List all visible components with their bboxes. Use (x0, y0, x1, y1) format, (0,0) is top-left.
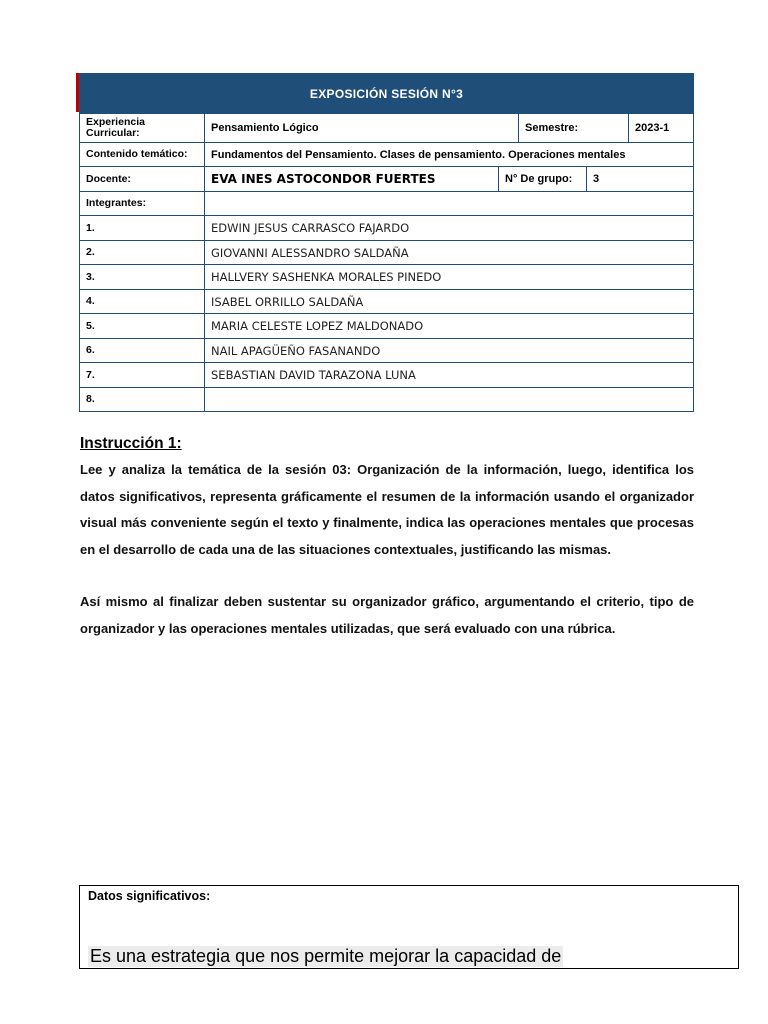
member-row (80, 362, 693, 387)
datos-text: Es una estrategia que nos permite mejorar la capacidad de (90, 946, 562, 966)
member-name (204, 388, 693, 411)
instruction-section (80, 435, 694, 642)
semestre-value: 2023-1 (628, 114, 693, 142)
member-name: SEBASTIAN DAVID TARAZONA LUNA (204, 363, 693, 387)
semestre-label: Semestre: (518, 114, 628, 142)
docente-label: Docente: (86, 172, 131, 185)
member-row (80, 313, 693, 338)
contenido-label: Contenido temático: (86, 148, 188, 160)
experiencia-label: Experiencia Curricular: (86, 116, 145, 139)
member-name: HALLVERY SASHENKA MORALES PINEDO (204, 265, 693, 289)
member-name: GIOVANNI ALESSANDRO SALDAÑA (204, 241, 693, 264)
member-number: 1. (86, 221, 95, 234)
instruction-title: Instrucción 1: (80, 435, 182, 452)
experiencia-value: Pensamiento Lógico (204, 114, 518, 142)
member-name: EDWIN JESUS CARRASCO FAJARDO (204, 216, 693, 240)
info-table (79, 73, 694, 412)
member-row (80, 215, 693, 240)
contenido-value: Fundamentos del Pensamiento. Clases de pensamiento. Operaciones mentales (204, 143, 693, 166)
integrantes-empty (204, 192, 693, 215)
datos-label: Datos significativos: (88, 889, 211, 903)
member-row (80, 338, 693, 362)
member-row (80, 264, 693, 289)
table-title: EXPOSICIÓN SESIÓN N°3 (80, 74, 693, 113)
docente-value: EVA INES ASTOCONDOR FUERTES (204, 167, 498, 191)
member-number: 6. (86, 344, 95, 356)
row-integrantes (80, 191, 693, 215)
datos-significativos-box (79, 885, 739, 969)
grupo-value: 3 (586, 167, 693, 191)
member-name: NAIL APAGÜEÑO FASANANDO (204, 339, 693, 362)
member-row (80, 289, 693, 313)
member-number: 5. (86, 319, 95, 332)
row-docente (80, 166, 693, 191)
member-number: 8. (86, 393, 95, 405)
member-row (80, 240, 693, 264)
instruction-paragraph-1: Lee y analiza la temática de la sesión 03: Organización de la información, luego, identifica los datos significativos, representa gráficamente el resumen de la información usando el organizador visual más conveniente según el texto y finalmente, indica las operaciones mentales que procesas en el desarrollo de cada una de las situaciones contextuales, justificando las mismas. (80, 462, 694, 557)
member-row (80, 387, 693, 411)
member-name: ISABEL ORRILLO SALDAÑA (204, 290, 693, 313)
integrantes-label: Integrantes: (86, 197, 147, 209)
instruction-paragraph-2: Así mismo al finalizar deben sustentar su organizador gráfico, argumentando el criterio, tipo de organizador y las operaciones mentales utilizadas, que será evaluado con una rúbrica. (80, 594, 694, 636)
row-contenido (80, 142, 693, 166)
member-number: 4. (86, 295, 95, 307)
member-number: 3. (86, 270, 95, 283)
member-name: MARIA CELESTE LOPEZ MALDONADO (204, 314, 693, 338)
row-experiencia (80, 113, 693, 142)
member-number: 7. (86, 368, 95, 381)
member-number: 2. (86, 246, 95, 258)
grupo-label: N° De grupo: (498, 167, 586, 191)
